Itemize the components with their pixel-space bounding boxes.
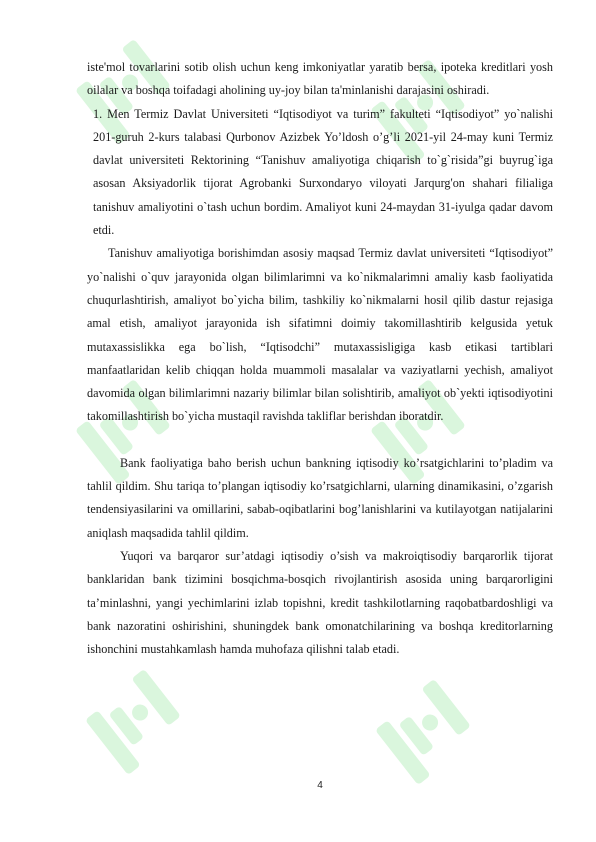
paragraph-purpose: Tanishuv amaliyotiga borishimdan asosiy maqsad Termiz davlat universiteti “Iqtisodiyot” yo`nalishi o`quv jarayonida olgan bilimlarimni va ko`nikmalarimni amaliy kasb faoliyatida chuqurlashtirish, amaliyot bo`yicha bilim, tashkiliy ko`nikmalarni hosil qilib dastur rejasiga amal etish, amaliyot jarayonida ish sifatimni doimiy takomillashtirib kelgusida yetuk mutaxassislikka ega bo`lish, “Iqtisodchi” mutaxassisligiga kasb etikasi tartiblari manfaatlaridan kelib chiqqan holda muammoli masalalar va vaziyatlarni yechish, amaliyot davomida olgan bilimlarimni nazariy bilimlar bilan solishtirib, amaliyot ob`yekti iqtisodiyotini takomillashtirish bo`yicha mustaqil ravishda takliflar berishdan iboratdir. bbox=[87, 246, 553, 424]
paragraph-numbered: 1. Men Termiz Davlat Universiteti “Iqtisodiyot va turim” fakulteti “Iqtisodiyot” yo`nalishi 201-guruh 2-kurs talabasi Qurbonov Azizbek Yo’ldosh o’g’li 2021-yil 24-may kuni Termiz davlat universiteti Rektorining “Tanishuv amaliyotiga chiqarish to`g`risida”gi buyrug`iga asosan Aksiyadorlik tijorat Agrobanki Surxondaryo viloyati Jarqurg'on shahari filialiga tanishuv amaliyotini o`tash uchun bordim. Amaliyot kuni 24-maydan 31-iyulga qadar davom etdi. bbox=[93, 106, 553, 238]
watermark-mark-5 bbox=[83, 669, 190, 775]
paragraph-bank-analysis: Bank faoliyatiga baho berish uchun bankning iqtisodiy ko’rsatgichlarini to’pladim va tahlil qildim. Shu tariqa to’plangan iqtisodiy ko’rsatgichlarni, ularning dinamikasini, o’zgarish tendensiyasilarini va omillarini, sabab-oqibatlarini bog’lanishlarini va kutilayotgan natijalarini aniqlash maqsadida tahlil qildim. bbox=[87, 455, 553, 540]
paragraph-spacer bbox=[87, 429, 553, 452]
paragraph-bank-stability: Yuqori va barqaror sur’atdagi iqtisodiy o’sish va makroiqtisodiy barqarorlik tijorat banklaridan bank tizimini bosqichma-bosqich rivojlantirish asosida uning barqarorligini ta’minlashni, yangi yechimlarini izlab topishni, kredit tashkilotlarning raqobatbardoshligi va bank nazoratini oshirishini, shuningdek bank omonatchilarining va boshqa kreditorlarning ishonchini mustahkamlash hamda muhofaza qilishni talab etadi. bbox=[87, 548, 553, 657]
watermark-mark-6 bbox=[373, 679, 480, 785]
page-number: 4 bbox=[317, 780, 323, 791]
paragraph-continuation: iste'mol tovarlarini sotib olish uchun keng imkoniyatlar yaratib bersa, ipoteka kreditlari yosh oilalar va boshqa toifadagi aholining uy-joy bilan ta'minlanishi darajasini oshiradi. bbox=[87, 60, 553, 98]
body-text bbox=[87, 56, 553, 661]
